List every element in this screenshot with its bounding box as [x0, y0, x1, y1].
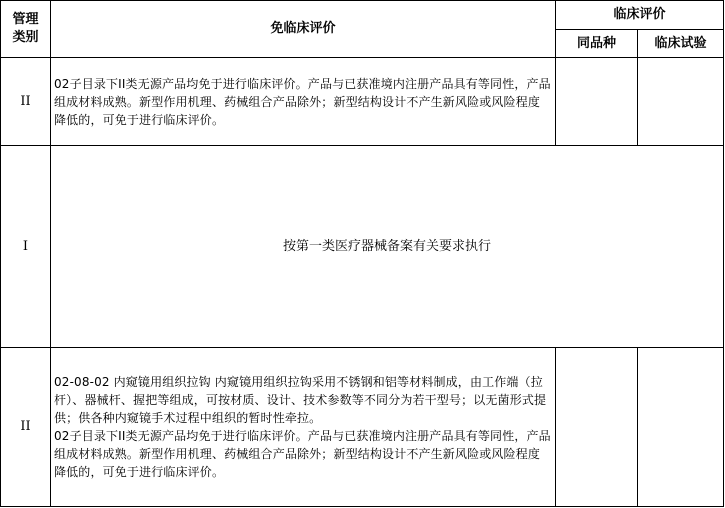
category-cell: II [1, 58, 51, 146]
table-row [1, 146, 724, 348]
clinical-trial-cell [638, 58, 724, 146]
table-row [1, 58, 724, 146]
same-product-cell [556, 348, 638, 507]
category-cell: I [1, 146, 51, 348]
same-product-cell [556, 58, 638, 146]
exemption-header: 免临床评价 [51, 1, 556, 58]
category-cell: II [1, 348, 51, 507]
exemption-text-cell [51, 348, 556, 507]
product-description: 02-08-02 内窥镜用组织拉钩 内窥镜用组织拉钩采用不锈钢和铝等材料制成，由工作端（拉杆）、器械杆、握把等组成，可按材质、设计、技术参数等不同分为若干型号；以无菌形式提供；供各种内窥镜手术过程中组织的暂时性牵拉。 [54, 375, 547, 425]
management-category-header [1, 1, 51, 58]
clinical-trial-header: 临床试验 [638, 30, 724, 58]
filing-requirement-cell: 按第一类医疗器械备案有关要求执行 [51, 146, 724, 348]
exemption-statement: 02子目录下II类无源产品均免于进行临床评价。产品与已获准境内注册产品具有等同性，产品组成材料成熟。新型作用机理、药械组合产品除外；新型结构设计不产生新风险或风险程度降低的，可免于进行临床评价。 [54, 429, 551, 479]
header-row-1 [1, 1, 724, 30]
management-category-label: 管理 类别 [12, 12, 39, 45]
table-row [1, 348, 724, 507]
clinical-evaluation-header: 临床评价 [556, 1, 724, 30]
clinical-trial-cell [638, 348, 724, 507]
same-product-header: 同品种 [556, 30, 638, 58]
exemption-text-cell: 02子目录下II类无源产品均免于进行临床评价。产品与已获准境内注册产品具有等同性，产品组成材料成熟。新型作用机理、药械组合产品除外；新型结构设计不产生新风险或风险程度降低的，可免于进行临床评价。 [51, 58, 556, 146]
